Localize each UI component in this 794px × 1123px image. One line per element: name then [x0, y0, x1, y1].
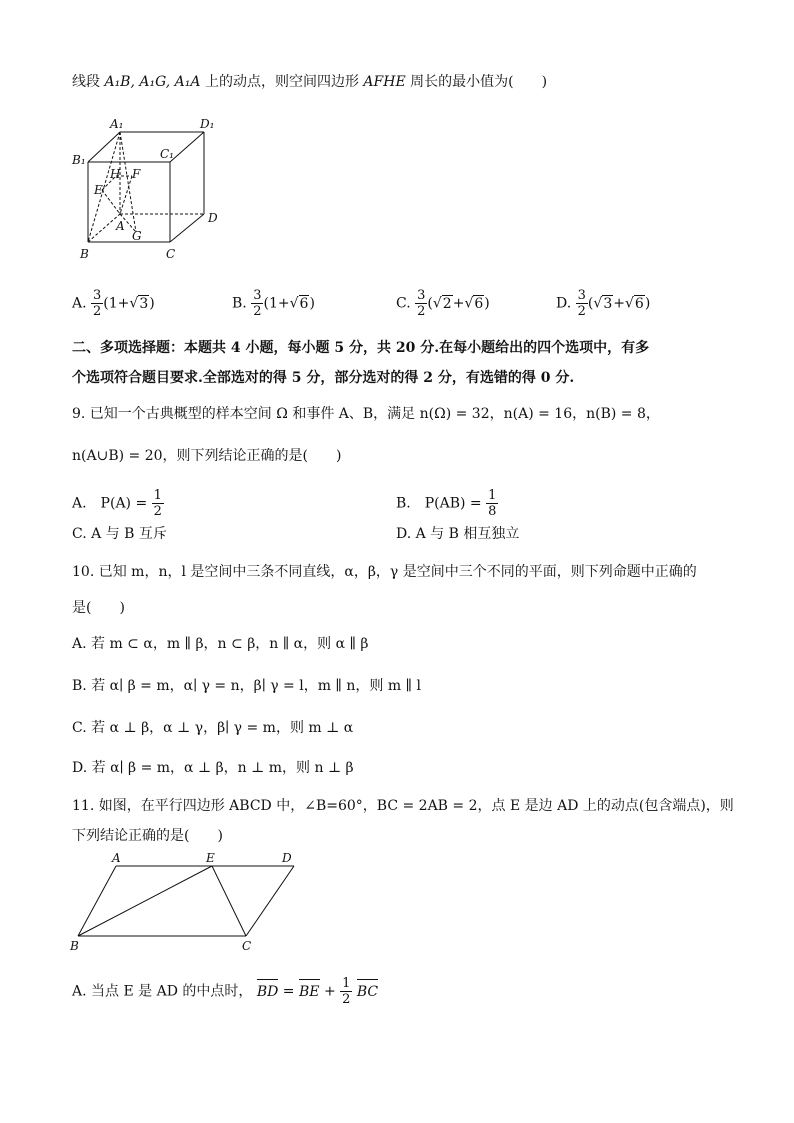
label-G: G	[132, 229, 142, 243]
label-H: H	[110, 167, 121, 181]
q8-option-c: C. $\frac{3}{2}$ (√2+√6)	[396, 288, 490, 319]
fraction	[340, 976, 352, 1007]
label-E: E	[206, 851, 215, 865]
q10-stem-line2: 是( )	[72, 600, 125, 616]
fraction	[152, 488, 164, 519]
expr-post: )	[309, 295, 315, 312]
frac-num: 3	[253, 288, 262, 303]
plus-sign: +	[323, 983, 341, 1000]
expr-post: )	[149, 295, 155, 312]
q10-option-b: B. 若 α∣ β = m，α∣ γ = n，β∣ γ = l，m ∥ n，则 m ∥ l	[72, 678, 421, 694]
radicand: 3	[139, 295, 149, 312]
q8-text-c: 周长的最小值为( )	[410, 74, 548, 90]
option-letter: D.	[556, 295, 572, 312]
label-C: C	[166, 247, 176, 261]
frac-num: 3	[577, 288, 586, 303]
label-A: A	[112, 851, 121, 865]
expr-pre: (	[427, 295, 433, 312]
label-B: B	[70, 939, 79, 953]
expr-mid: +	[452, 295, 465, 312]
expr-pre: (	[587, 295, 594, 312]
label-D: D	[208, 211, 218, 225]
frac-den: 8	[488, 504, 497, 519]
q10-option-c: C. 若 α ⊥ β，α ⊥ γ，β∣ γ = m，则 m ⊥ α	[72, 720, 354, 736]
q10-stem-line1: 10. 已知 m，n，l 是空间中三条不同直线，α，β，γ 是空间中三个不同的平面，则下列命题中正确的	[72, 564, 697, 580]
radicand-2: 6	[634, 295, 644, 312]
q8-text-b: 上的动点，则空间四边形	[204, 74, 359, 90]
frac-den: 2	[577, 304, 586, 319]
radicand-2: 6	[474, 295, 484, 312]
frac-num: 1	[153, 488, 162, 503]
expr-post: )	[644, 295, 651, 312]
q11-stem-line2: 下列结论正确的是( )	[72, 828, 223, 844]
vector-bc: BC	[356, 983, 379, 1000]
equals-sign: =	[282, 983, 299, 1000]
vector-be: BE	[298, 983, 320, 1000]
q8-option-a: A. $\frac{3}{2}$ (1+√3)	[72, 288, 155, 319]
parallelogram-figure	[66, 850, 316, 954]
q9-option-a	[72, 488, 164, 519]
q9-option-b	[396, 488, 498, 519]
frac-num: 3	[417, 288, 426, 303]
frac-den: 2	[417, 304, 426, 319]
label-B1: B₁	[72, 153, 86, 167]
q11-option-a	[72, 976, 378, 1007]
label-D: D	[282, 851, 292, 865]
label-A1: A₁	[110, 117, 124, 131]
section2-heading-line2: 个选项符合题目要求.全部选对的得 5 分，部分选对的得 2 分，有选错的得 0 分.	[72, 370, 575, 386]
q10-option-d: D. 若 α∣ β = m，α ⊥ β，n ⊥ m，则 n ⊥ β	[72, 760, 354, 776]
option-letter: A.	[72, 295, 87, 312]
q8-option-b: B. $\frac{3}{2}$ (1+√6)	[232, 288, 315, 319]
q8-text-a: 线段	[72, 74, 100, 90]
q11-stem-line1: 11. 如图，在平行四边形 ABCD 中，∠B=60°，BC = 2AB = 2，点 E 是边 AD 上的动点(包含端点)，则	[72, 798, 734, 814]
option-text: A. P(A) =	[72, 495, 148, 512]
label-C: C	[242, 939, 252, 953]
label-C1: C₁	[160, 147, 174, 161]
expr-pre: (1+	[263, 295, 290, 312]
q9-stem-line2: n(A∪B) = 20，则下列结论正确的是( )	[72, 448, 342, 464]
radicand: 2	[442, 295, 452, 312]
frac-den: 2	[342, 992, 351, 1007]
expr-mid: +	[613, 295, 625, 312]
q8-quad: AFHE	[363, 74, 406, 90]
fraction	[251, 288, 263, 319]
frac-den: 2	[153, 504, 162, 519]
label-A: A	[116, 219, 125, 233]
label-E: E	[94, 183, 103, 197]
label-B: B	[80, 247, 89, 261]
q8-option-d: D. $\frac{3}{2}$ (√3+√6)	[556, 288, 651, 319]
q10-option-a: A. 若 m ⊂ α，m ∥ β，n ⊂ β，n ∥ α，则 α ∥ β	[72, 636, 369, 652]
frac-num: 1	[342, 976, 351, 991]
fraction	[576, 288, 588, 319]
fraction	[91, 288, 103, 319]
frac-den: 2	[253, 304, 262, 319]
radicand: 3	[603, 295, 613, 312]
option-text: B. P(AB) =	[396, 495, 482, 512]
q9-option-d: D. A 与 B 相互独立	[396, 526, 520, 542]
frac-num: 3	[93, 288, 102, 303]
fraction	[486, 488, 498, 519]
radicand: 6	[299, 295, 309, 312]
cube-figure	[70, 112, 230, 267]
q9-option-c: C. A 与 B 互斥	[72, 526, 167, 542]
option-letter: C.	[396, 295, 411, 312]
option-letter: B.	[232, 295, 247, 312]
label-F: F	[132, 167, 141, 181]
q9-stem-line1: 9. 已知一个古典概型的样本空间 Ω 和事件 A、B，满足 n(Ω) = 32，n(A) = 16，n(B) = 8，	[72, 406, 660, 422]
option-text: A. 当点 E 是 AD 的中点时，	[72, 983, 253, 1000]
section2-heading-line1: 二、多项选择题：本题共 4 小题，每小题 5 分，共 20 分.在每小题给出的四个选项中，有多	[72, 340, 650, 356]
expr-post: )	[484, 295, 490, 312]
vector-bd: BD	[256, 983, 279, 1000]
expr-pre: (1+	[103, 295, 130, 312]
frac-den: 2	[93, 304, 102, 319]
label-D1: D₁	[200, 117, 215, 131]
q8-stem	[72, 72, 547, 92]
fraction	[415, 288, 427, 319]
q8-segments: A₁B, A₁G, A₁A	[104, 74, 201, 90]
frac-num: 1	[488, 488, 497, 503]
